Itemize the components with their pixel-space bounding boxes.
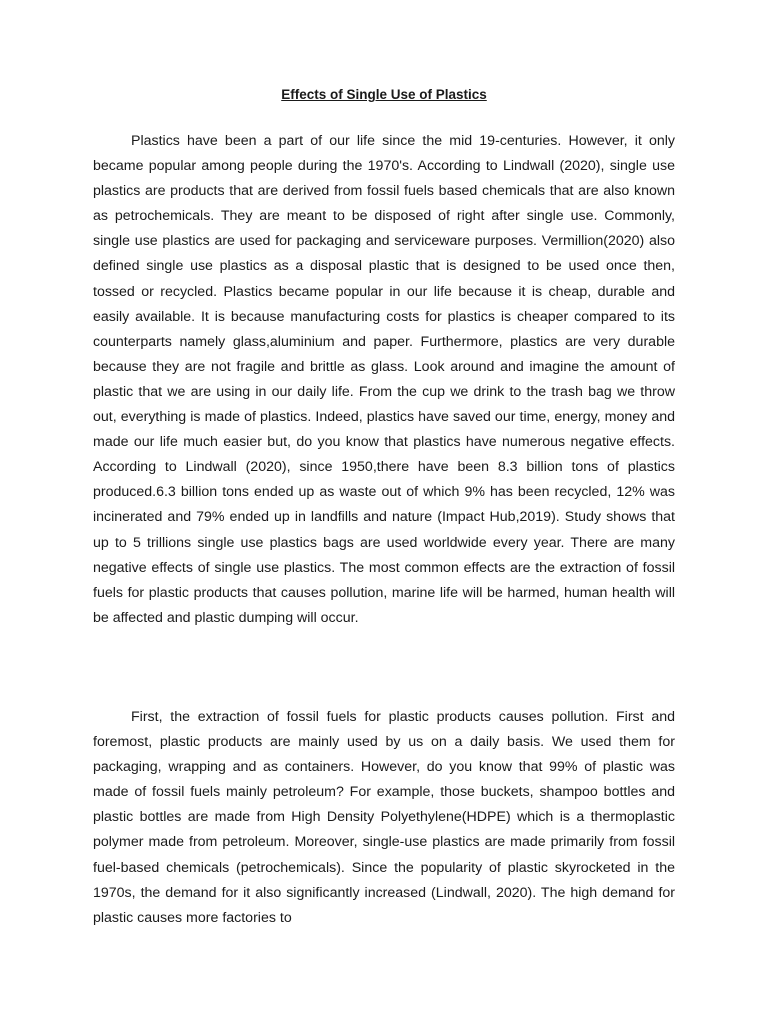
paragraph-fossil-fuel-pollution: First, the extraction of fossil fuels for plastic products causes pollution. First and foremost, plastic products are mainly used by us on a daily basis. We used them for packaging, wrapping and as containers. However, do you know that 99% of plastic was made of fossil fuels mainly petroleum? For example, those buckets, shampoo bottles and plastic bottles are made from High Density Polyethylene(HDPE) which is a thermoplastic polymer made from petroleum. Moreover, single-use plastics are made primarily from fossil fuel-based chemicals (petrochemicals). Since the popularity of plastic skyrocketed in the 1970s, the demand for it also significantly increased (Lindwall, 2020). The high demand for plastic causes more factories to (93, 709, 675, 926)
document-title: Effects of Single Use of Plastics (281, 87, 487, 102)
paragraph-introduction: Plastics have been a part of our life since the mid 19-centuries. However, it only became popular among people during the 1970's. According to Lindwall (2020), single use plastics are products that are derived from fossil fuels based chemicals that are also known as petrochemicals. They are meant to be disposed of right after single use. Commonly, single use plastics are used for packaging and serviceware purposes. Vermillion(2020) also defined single use plastics as a disposal plastic that is designed to be used once then, tossed or recycled. Plastics became popular in our life because it is cheap, durable and easily available. It is because manufacturing costs for plastics is cheaper compared to its counterparts namely glass,aluminium and paper. Furthermore, plastics are very durable because they are not fragile and brittle as glass. Look around and imagine the amount of plastic that we are using in our daily life. From the cup we drink to the trash bag we throw out, everything is made of plastics. Indeed, plastics have saved our time, energy, money and made our life much easier but, do you know that plastics have numerous negative effects. According to Lindwall (2020), since 1950,there have been 8.3 billion tons of plastics produced.6.3 billion tons ended up as waste out of which 9% has been recycled, 12% was incinerated and 79% ended up in landfills and nature (Impact Hub,2019). Study shows that up to 5 trillions single use plastics bags are used worldwide every year. There are many negative effects of single use plastics. The most common effects are the extraction of fossil fuels for plastic products that causes pollution, marine life will be harmed, human health will be affected and plastic dumping will occur. (93, 133, 675, 626)
